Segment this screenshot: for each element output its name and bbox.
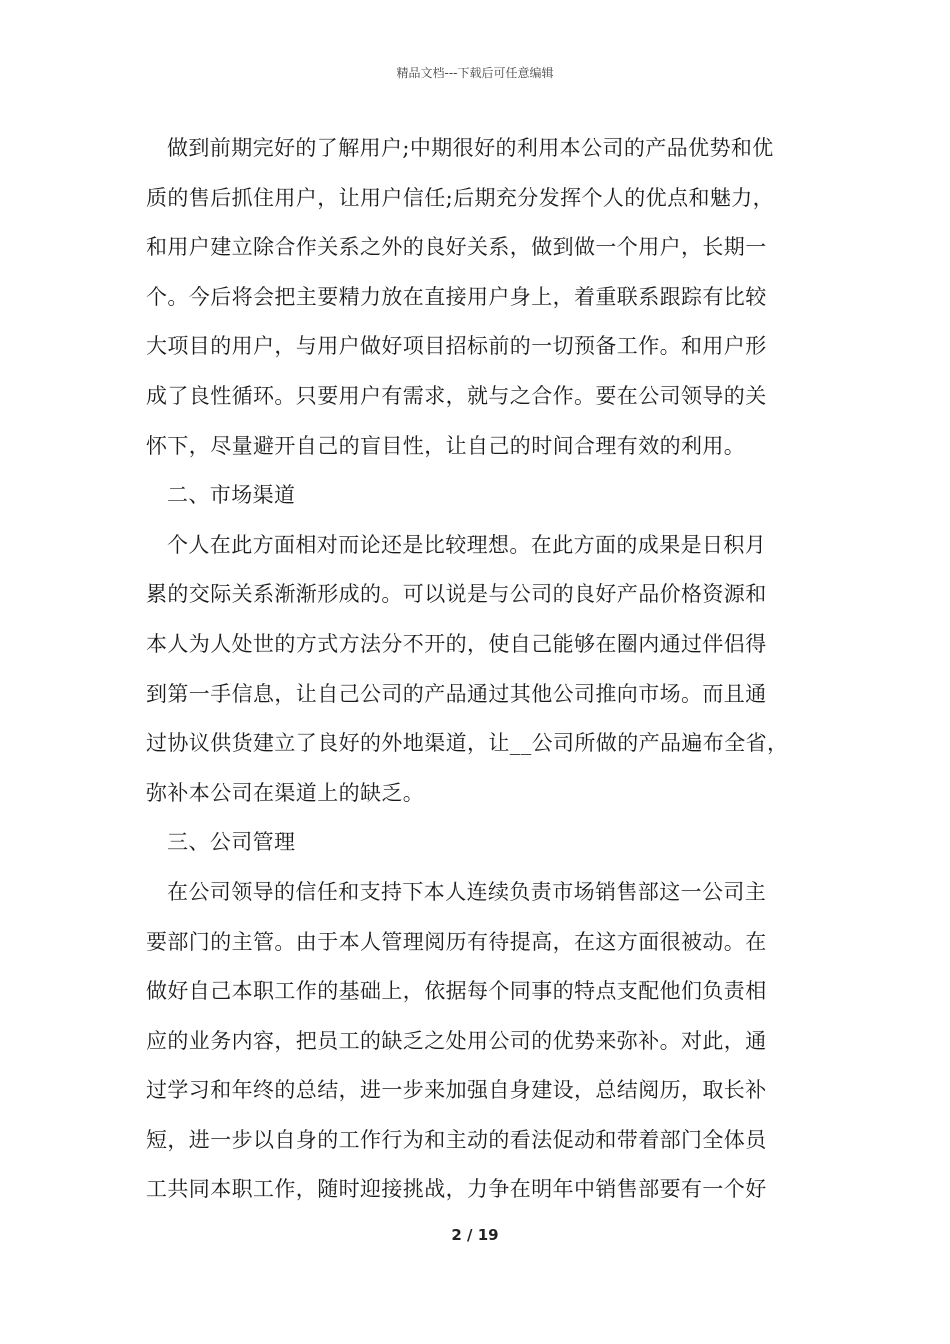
paragraph-line: 弥补本公司在渠道上的缺乏。 — [146, 780, 425, 805]
paragraph-line: 大项目的用户，与用户做好项目招标前的一切预备工作。和用户形 — [146, 334, 767, 359]
paragraph-line: 个人在此方面相对而论还是比较理想。在此方面的成果是日积月 — [167, 532, 767, 557]
section-heading: 二、市场渠道 — [167, 483, 296, 508]
paragraph-line: 过协议供货建立了良好的外地渠道，让__公司所做的产品遍布全省， — [146, 731, 789, 756]
paragraph-line: 过学习和年终的总结，进一步来加强自身建设，总结阅历，取长补 — [146, 1078, 767, 1103]
paragraph-line: 应的业务内容，把员工的缺乏之处用公司的优势来弥补。对此，通 — [146, 1028, 767, 1053]
paragraph-line: 个。今后将会把主要精力放在直接用户身上，着重联系跟踪有比较 — [146, 284, 767, 309]
paragraph-line: 成了良性循环。只要用户有需求，就与之合作。要在公司领导的关 — [146, 383, 767, 408]
page-header: 精品文档---下载后可任意编辑 — [396, 66, 554, 80]
paragraph-line: 做到前期完好的了解用户;中期很好的利用本公司的产品优势和优 — [167, 136, 774, 160]
document-body — [146, 124, 812, 1215]
paragraph-line: 质的售后抓住用户，让用户信任;后期充分发挥个人的优点和魅力， — [146, 185, 775, 210]
section-heading: 三、公司管理 — [167, 830, 296, 855]
paragraph-line: 在公司领导的信任和支持下本人连续负责市场销售部这一公司主 — [167, 879, 767, 904]
page-number: 2 / 19 — [451, 1226, 499, 1244]
paragraph-line: 工共同本职工作，随时迎接挑战，力争在明年中销售部要有一个好 — [146, 1177, 767, 1202]
paragraph-line: 本人为人处世的方式方法分不开的，使自己能够在圈内通过伴侣得 — [146, 631, 767, 656]
paragraph-line: 短，进一步以自身的工作行为和主动的看法促动和带着部门全体员 — [146, 1127, 767, 1152]
paragraph-line: 怀下，尽量避开自己的盲目性，让自己的时间合理有效的利用。 — [146, 433, 746, 458]
paragraph-line: 到第一手信息，让自己公司的产品通过其他公司推向市场。而且通 — [146, 681, 767, 706]
paragraph-line: 做好自己本职工作的基础上，依据每个同事的特点支配他们负责相 — [146, 979, 767, 1004]
paragraph-line: 要部门的主管。由于本人管理阅历有待提高，在这方面很被动。在 — [146, 929, 767, 954]
paragraph-line: 和用户建立除合作关系之外的良好关系，做到做一个用户，长期一 — [146, 235, 767, 260]
paragraph-line: 累的交际关系渐渐形成的。可以说是与公司的良好产品价格资源和 — [146, 582, 767, 607]
